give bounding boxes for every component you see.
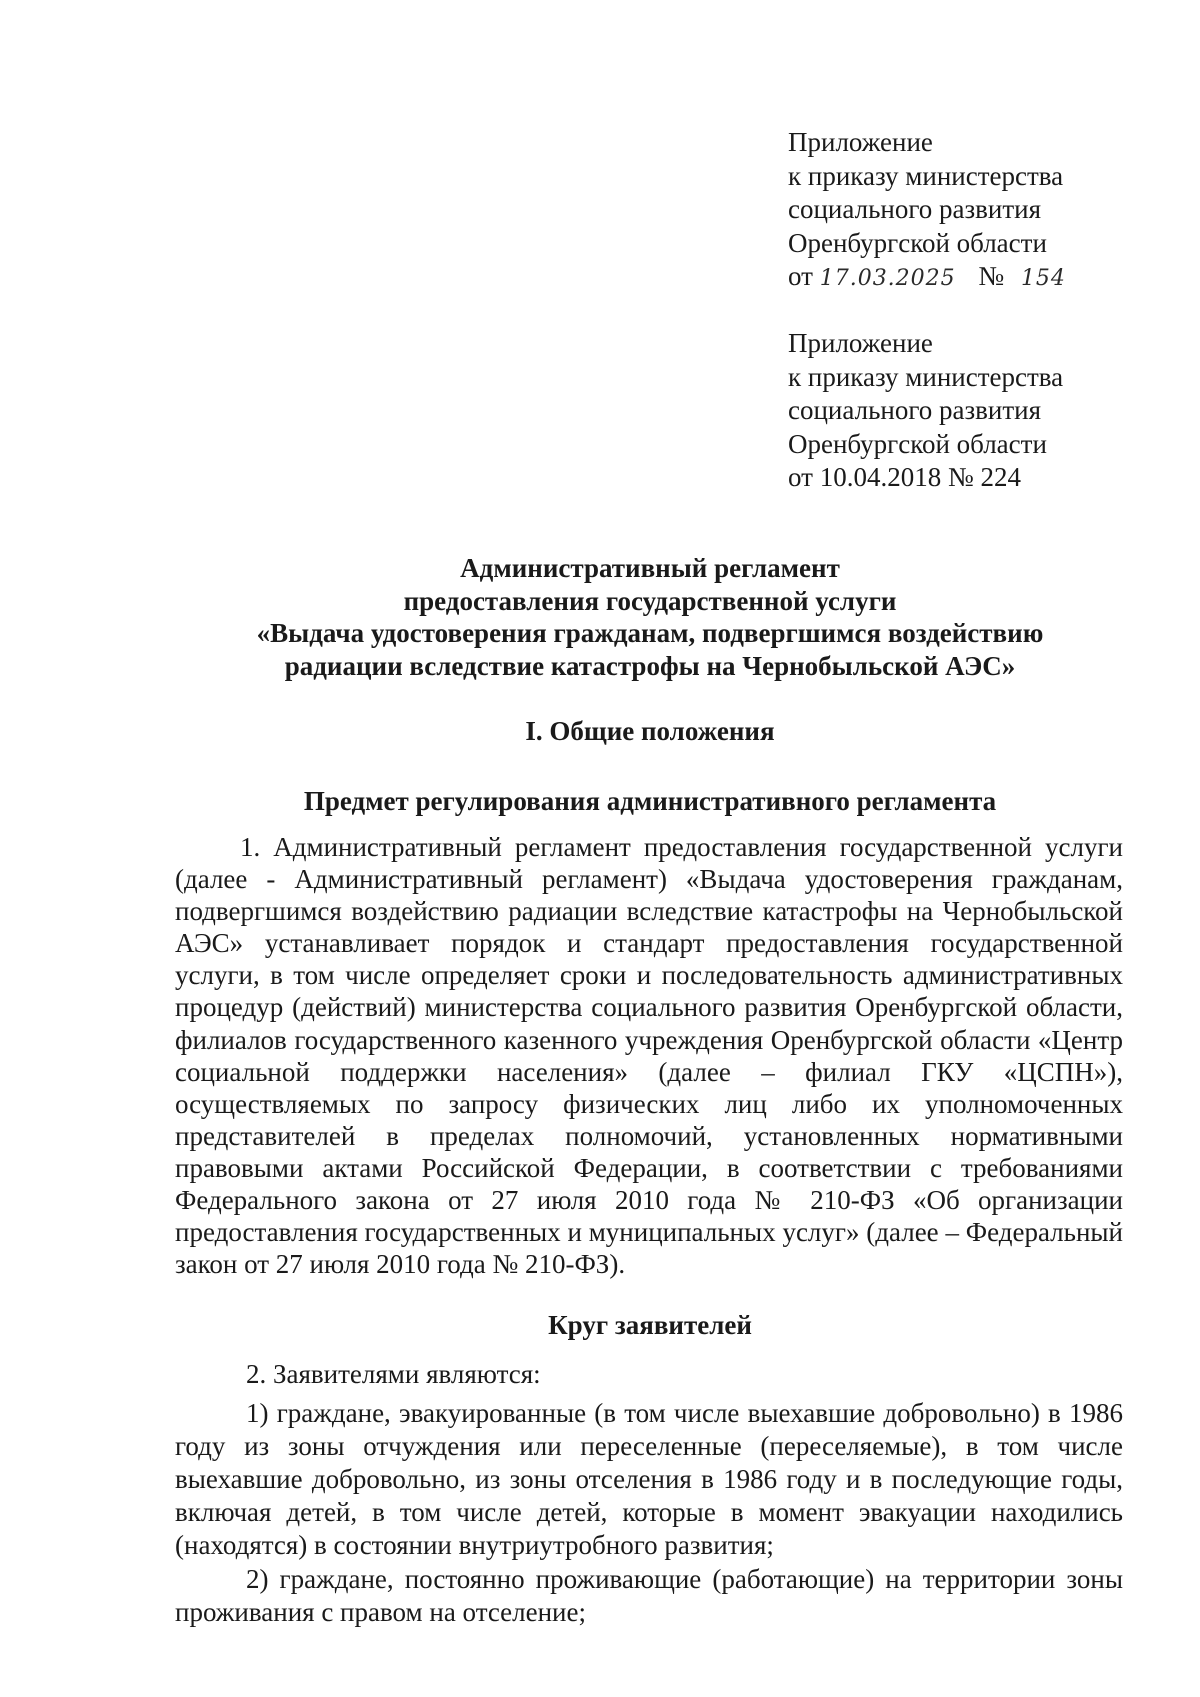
list-item-1 bbox=[175, 1397, 1123, 1562]
list-item-2-text: 2) граждане, постоянно проживающие (работающие) на территории зоны проживания с правом на отселение; bbox=[175, 1564, 1123, 1627]
subsection-heading-applicants: Круг заявителей bbox=[548, 1310, 752, 1340]
annex-region-line: Оренбургской области bbox=[788, 227, 1047, 258]
annex-ministry-line: социального развития bbox=[788, 194, 1042, 224]
section-heading-general: I. Общие положения bbox=[525, 716, 775, 746]
annex-current-order bbox=[788, 126, 1066, 296]
annex-order-line: к приказу министерства bbox=[788, 160, 1064, 191]
list-item-2 bbox=[175, 1563, 1123, 1629]
annex-date-line bbox=[788, 260, 1066, 296]
annex-ministry-line: социального развития bbox=[788, 395, 1042, 425]
title-line-4: радиации вследствие катастрофы на Чернобыльской АЭС» bbox=[284, 650, 1016, 681]
title-line-2: предоставления государственной услуги bbox=[403, 585, 897, 616]
handwritten-date: 17.03.2025 bbox=[819, 266, 956, 291]
paragraph-1: 1. Административный регламент предоставления государственной услуги (далее - Административный регламент) «Выдача удостоверения гражданам, подвергшимся воздействию радиации вследствие катастрофы на Чернобыльской АЭС» устанавливает порядок и стандарт предоставления государственной услуги, в том числе определяет сроки и последовательность административных процедур (действий) министерства социального развития Оренбургской области, филиалов государственного казенного учреждения Оренбургской области «Центр социальной поддержки населения» (далее – филиал ГКУ «ЦСПН»), осуществляемых по запросу физических лиц либо их уполномоченных представителей в пределах полномочий, установленных нормативными правовыми актами Российской Федерации, в соответствии с требованиями Федерального закона от 27 июля 2010 года № 210-ФЗ «Об организации предоставления государственных и муниципальных услуг» (далее – Федеральный закон от 27 июля 2010 года № 210-ФЗ). bbox=[175, 832, 1123, 1280]
handwritten-number: 154 bbox=[1020, 266, 1066, 291]
subsection-heading-subject: Предмет регулирования административного регламента bbox=[303, 786, 997, 816]
paragraph-2: 2. Заявителями являются: bbox=[246, 1359, 541, 1389]
annex-date-number-line: от 10.04.2018 № 224 bbox=[788, 462, 1021, 492]
annex-label: Приложение bbox=[788, 328, 933, 358]
annex-original-order bbox=[788, 327, 1063, 495]
annex-region-line: Оренбургской области bbox=[788, 428, 1047, 459]
title-line-1: Административный регламент bbox=[460, 553, 840, 583]
annex-label: Приложение bbox=[788, 127, 933, 157]
annex-date-prefix: от bbox=[788, 261, 813, 291]
document-title bbox=[175, 552, 1125, 682]
list-item-1-text: 1) граждане, эвакуированные (в том числе выехавшие добровольно) в 1986 году из зоны отчуждения или переселенные (переселяемые), в том числе выехавшие добровольно, из зоны отселения в 1986 году и в последующие годы, включая детей, в том числе детей, которые в момент эвакуации находились (находятся) в состоянии внутриутробного развития; bbox=[175, 1398, 1123, 1560]
annex-number-label: № bbox=[978, 261, 1005, 291]
annex-order-line: к приказу министерства bbox=[788, 361, 1064, 392]
title-line-3: «Выдача удостоверения гражданам, подвергшимся воздействию bbox=[256, 618, 1044, 648]
